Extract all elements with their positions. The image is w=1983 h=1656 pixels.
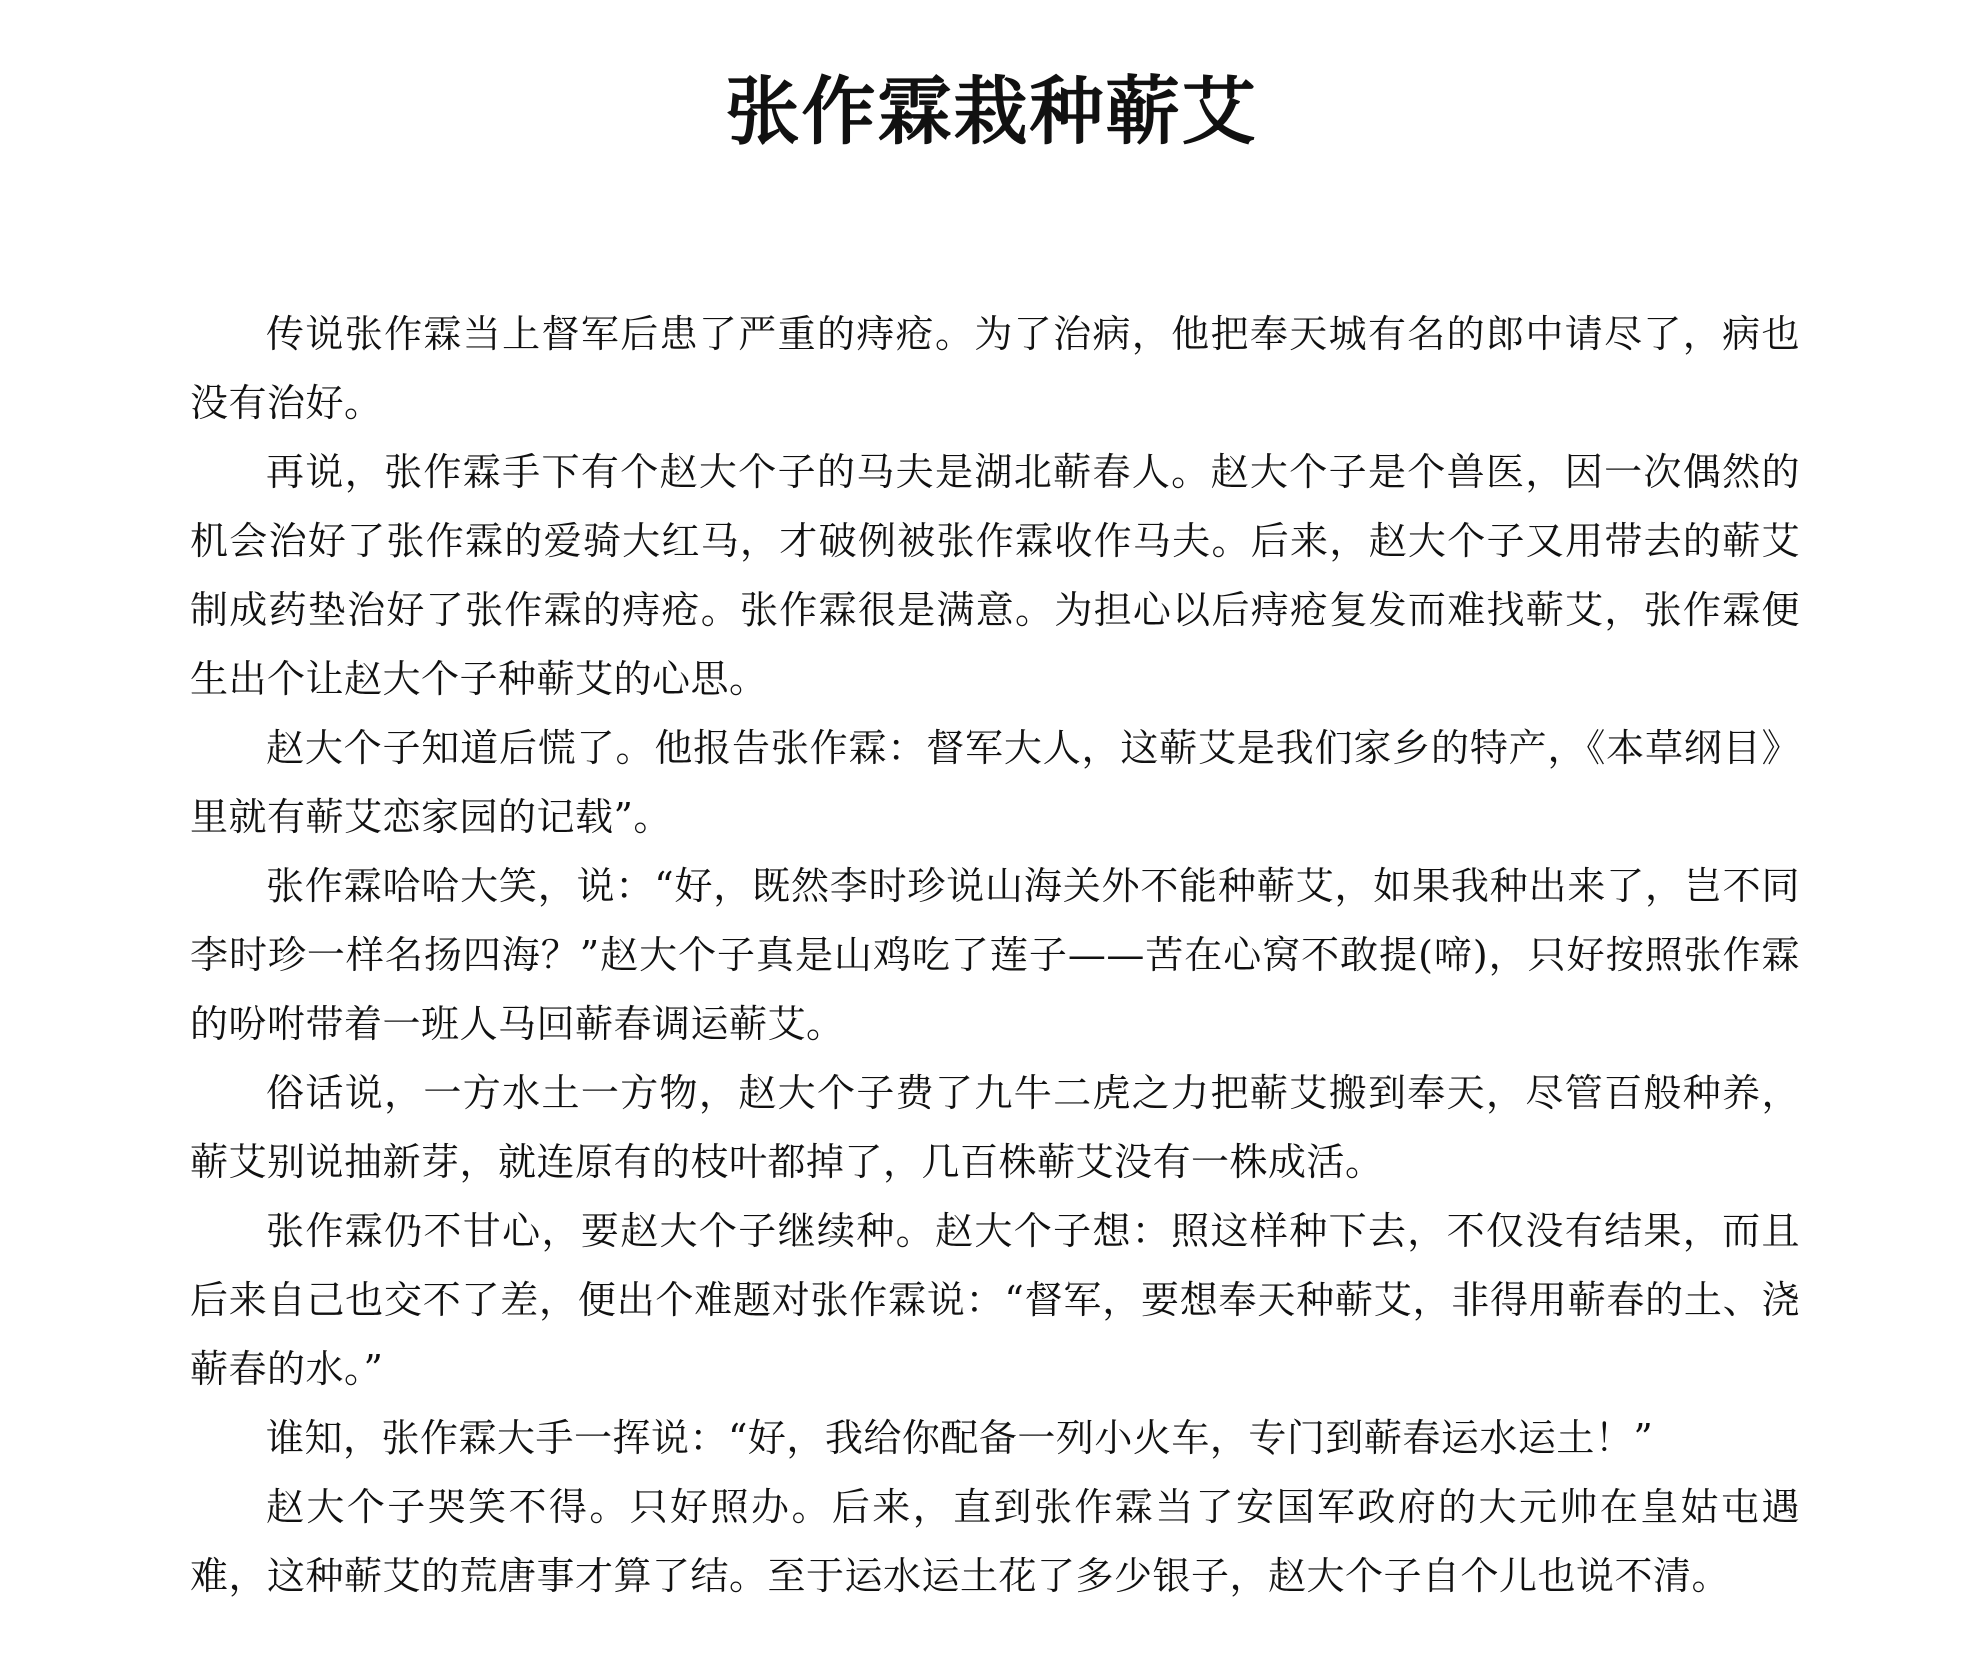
- paragraph-7: 谁知，张作霖大手一挥说：“好，我给你配备一列小火车，专门到蕲春运水运土！”: [266, 1416, 1654, 1460]
- paragraph-4: 张作霖哈哈大笑，说：“好，既然李时珍说山海关外不能种蕲艾，如果我种出来了，岂不同李时珍一样名扬四海？”赵大个子真是山鸡吃了莲子——苦在心窝不敢提(啼)，只好按照张作霖的吩咐带着一班人马回蕲春调运蕲艾。: [190, 864, 1800, 1046]
- paragraph-5: 俗话说，一方水土一方物，赵大个子费了九牛二虎之力把蕲艾搬到奉天，尽管百般种养，蕲艾别说抽新芽，就连原有的枝叶都掉了，几百株蕲艾没有一株成活。: [190, 1071, 1800, 1184]
- paragraph-8: 赵大个子哭笑不得。只好照办。后来，直到张作霖当了安国军政府的大元帅在皇姑屯遇难，这种蕲艾的荒唐事才算了结。至于运水运土花了多少银子，赵大个子自个儿也说不清。: [190, 1485, 1800, 1598]
- document-title: 张作霖栽种蕲艾: [725, 69, 1258, 155]
- paragraph-1: 传说张作霖当上督军后患了严重的痔疮。为了治病，他把奉天城有名的郎中请尽了，病也没有治好。: [190, 312, 1800, 425]
- paragraph-6: 张作霖仍不甘心，要赵大个子继续种。赵大个子想：照这样种下去，不仅没有结果，而且后来自己也交不了差，便出个难题对张作霖说：“督军，要想奉天种蕲艾，非得用蕲春的土、浇蕲春的水。”: [190, 1209, 1800, 1391]
- paragraph-2: 再说，张作霖手下有个赵大个子的马夫是湖北蕲春人。赵大个子是个兽医，因一次偶然的机会治好了张作霖的爱骑大红马，才破例被张作霖收作马夫。后来，赵大个子又用带去的蕲艾制成药垫治好了张作霖的痔疮。张作霖很是满意。为担心以后痔疮复发而难找蕲艾，张作霖便生出个让赵大个子种蕲艾的心思。: [190, 450, 1800, 701]
- paragraph-3: 赵大个子知道后慌了。他报告张作霖：督军大人，这蕲艾是我们家乡的特产，《本草纲目》里就有蕲艾恋家园的记载”。: [190, 726, 1800, 839]
- document-body: [190, 300, 1800, 1611]
